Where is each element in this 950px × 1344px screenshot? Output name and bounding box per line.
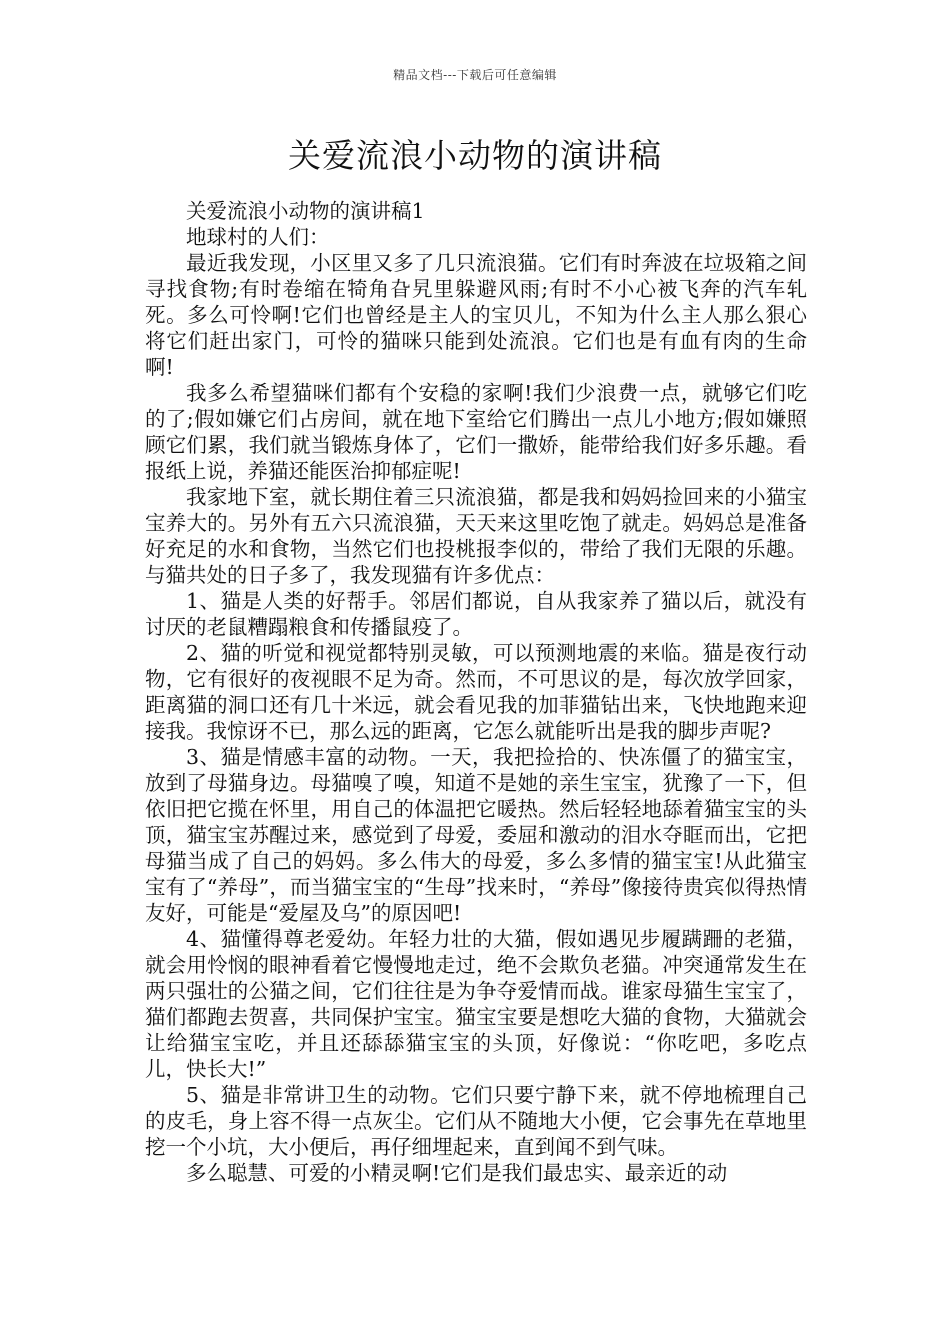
document-body <box>145 198 807 1186</box>
paragraph: 我多么希望猫咪们都有个安稳的家啊!我们少浪费一点，就够它们吃的了;假如嫌它们占房间，就在地下室给它们腾出一点儿小地方;假如嫌照顾它们累，我们就当锻炼身体了，它们一撒娇，能带给我们好多乐趣。看报纸上说，养猫还能医治抑郁症呢! <box>145 381 807 483</box>
paragraph: 最近我发现，小区里又多了几只流浪猫。它们有时奔波在垃圾箱之间寻找食物;有时卷缩在犄角旮旯里躲避风雨;有时不小心被飞奔的汽车轧死。多么可怜啊!它们也曾经是主人的宝贝儿，不知为什么主人那么狠心将它们赶出家门，可怜的猫咪只能到处流浪。它们也是有血有肉的生命啊! <box>145 251 807 379</box>
paragraph-greeting: 地球村的人们： <box>186 225 330 249</box>
paragraph-subtitle: 关爱流浪小动物的演讲稿1 <box>186 199 425 223</box>
paragraph: 我家地下室，就长期住着三只流浪猫，都是我和妈妈捡回来的小猫宝宝养大的。另外有五六只流浪猫，天天来这里吃饱了就走。妈妈总是准备好充足的水和食物，当然它们也投桃报李似的，带给了我们无限的乐趣。与猫共处的日子多了，我发现猫有许多优点： <box>145 485 807 587</box>
paragraph: 5、猫是非常讲卫生的动物。它们只要宁静下来，就不停地梳理自己的皮毛，身上容不得一点灰尘。它们从不随地大小便，它会事先在草地里挖一个小坑，大小便后，再仔细埋起来，直到闻不到气味。 <box>145 1083 807 1159</box>
paragraph: 2、猫的听觉和视觉都特别灵敏，可以预测地震的来临。猫是夜行动物，它有很好的夜视眼不足为奇。然而，不可思议的是，每次放学回家，距离猫的洞口还有几十米远，就会看见我的加菲猫钻出来，飞快地跑来迎接我。我惊讶不已，那么远的距离，它怎么就能听出是我的脚步声呢? <box>145 641 807 743</box>
document-title: 关爱流浪小动物的演讲稿 <box>288 136 662 175</box>
header-note: 精品文档---下载后可任意编辑 <box>393 68 557 82</box>
paragraph: 1、猫是人类的好帮手。邻居们都说，自从我家养了猫以后，就没有讨厌的老鼠糟蹋粮食和传播鼠疫了。 <box>145 589 807 639</box>
paragraph: 多么聪慧、可爱的小精灵啊!它们是我们最忠实、最亲近的动 <box>186 1161 728 1185</box>
paragraph: 4、猫懂得尊老爱幼。年轻力壮的大猫，假如遇见步履蹒跚的老猫，就会用怜悯的眼神看着它慢慢地走过，绝不会欺负老猫。冲突通常发生在两只强壮的公猫之间，它们往往是为争夺爱情而战。谁家母猫生宝宝了，猫们都跑去贺喜，共同保护宝宝。猫宝宝要是想吃大猫的食物，大猫就会让给猫宝宝吃，并且还舔舔猫宝宝的头顶，好像说：“你吃吧，多吃点儿，快长大!” <box>145 927 807 1081</box>
paragraph: 3、猫是情感丰富的动物。一天，我把捡拾的、快冻僵了的猫宝宝，放到了母猫身边。母猫嗅了嗅，知道不是她的亲生宝宝，犹豫了一下，但依旧把它揽在怀里，用自己的体温把它暖热。然后轻轻地舔着猫宝宝的头顶，猫宝宝苏醒过来，感觉到了母爱，委屈和激动的泪水夺眶而出，它把母猫当成了自己的妈妈。多么伟大的母爱，多么多情的猫宝宝!从此猫宝宝有了“养母”，而当猫宝宝的“生母”找来时，“养母”像接待贵宾似得热情友好，可能是“爱屋及乌”的原因吧! <box>145 745 807 925</box>
